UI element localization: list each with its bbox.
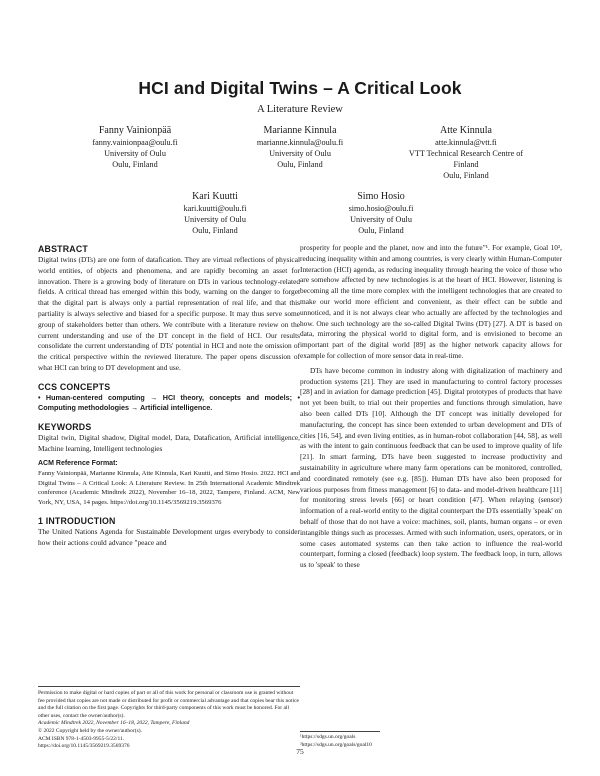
author-block (222, 124, 378, 170)
author-location: Oulu, Finland (443, 171, 489, 180)
author-affiliation: University of Oulu (104, 149, 166, 158)
author-name: Fanny Vainionpää (98, 125, 172, 136)
keywords-heading: KEYWORDS (38, 421, 92, 432)
introduction-text: The United Nations Agenda for Sustainable Development urges everybody to consider how their actions could advance "peace and (38, 526, 300, 547)
copyright-line: © 2022 Copyright held by the owner/author(s). (38, 727, 142, 734)
author-block (386, 124, 546, 181)
author-email: fanny.vainionpaa@oulu.fi (92, 138, 178, 147)
paper-subtitle: A Literature Review (257, 104, 343, 115)
abstract-text: Digital twins (DTs) are one form of datafication. They are virtual reflections of physical world entities, of objects and phenomena, and are rapidly becoming an asset for innovation. There is a growing body of literature on DTs in various technology-related fields. A critical thread has emerged within this body, warning on the danger to forget that the digital part is always only a partial representation of real life, and that this partiality is always selective and biased for a specific purpose. It may thus serve some group of stakeholders better than others. We contribute with a literature review on the current understanding and use of the DT concept in the field of HCI. Our results consolidate the current understanding of DTs' potential in HCI and note the omission of the critical perspective within the reviewed literature. The paper opens discussion of what HCI can bring to DT development and use. (38, 255, 300, 372)
author-name: Atte Kinnula (440, 125, 492, 136)
author-affiliation: University of Oulu (269, 149, 331, 158)
footnote-link[interactable]: ²https://sdgs.un.org/goals/goal10 (300, 742, 372, 748)
ccs-heading: CCS CONCEPTS (38, 381, 111, 392)
author-location: Oulu, Finland (192, 226, 238, 235)
left-column (38, 243, 300, 549)
author-email: kari.kuutti@oulu.fi (183, 204, 247, 213)
permission-text: Permission to make digital or hard copies of part or all of this work for personal or classroom use is granted without fee provided that copies are not made or distributed for profit or commercial advantage and that copies bear this notice and the full citation on the first page. Copyrights for third-party components of this work must be honored. For all other uses, contact the owner/author(s). (38, 690, 300, 719)
author-location: Oulu, Finland (358, 226, 404, 235)
footnote-divider (300, 731, 380, 732)
body-paragraph: prosperity for people and the planet, now and into the future"¹. For example, Goal 10², reducing inequality within and among countries, is very clearly within Human-Computer Interaction (HCI) agenda, as reducing inequality through hearing the voice of those who are somehow affected by new technologies is at the heart of HCI. However, listening is becoming all the time more complex with the intelligent technologies that are created to make our world more efficient and convenient, as their effect can be subtle and unnoticed, and it is not always clear who actually are affected by the technologies and how. One such technology are the so-called Digital Twins (DT) [27]. A DT is based on data, mirroring the physical world to digital form, and is envisioned to become an important part of the digital world [89] as the higher network capacity allows for example for collection of more sensor data in real-time. (300, 243, 562, 360)
abstract-heading: ABSTRACT (38, 244, 88, 254)
body-paragraph: DTs have become common in industry along with digitalization of machinery and production systems [21]. They are used in manufacturing to control factory processes [28] and in aviation for damage prediction [45]. Digital prototypes of products that have not yet been built, to trial out their properties and functions through simulation, have also been called DTs [10]. Although the DT concept was initially developed for manufacturing, the concept has since been extended to urban development and DTs of cities [16, 54], and even living entities, as in human-robot collaboration [44, 58], as well as with the intent to gain continuous feedback that can be used to improve quality of life [21]. In smart farming, DTs have been suggested to increase productivity and sustainability in agriculture where many farm operations can be monitored, controlled, and coordinated remotely (see e.g. [85]). Human DTs have also been proposed for various purposes from fitness management [6] to data- and model-driven healthcare [11] for monitoring stress levels [66] or heart condition [47]. When relaying (sensor) information of a real-world entity to the digital counterpart the DTs essentially 'speak' on behalf of those that do not have a voice: machines, soil, plants, human organs – or even intangible things such as processes. Armed with such information, users, operators, or in some cases automated systems can then take action to influence the real-world counterpart, forming a closed (feedback) loop system. The feedback loop, in turn, allows us to 'speak' to these (300, 365, 562, 570)
ccs-text: • Human-centered computing → HCI theory, concepts and models; • Computing methodologies → Artificial intelligence. (38, 392, 300, 413)
introduction-heading: 1 INTRODUCTION (38, 515, 116, 526)
venue-line: Academic Mindtrek 2022, November 16–18, 2022, Tampere, Finland (38, 720, 190, 727)
permission-divider (38, 686, 300, 687)
page-number: 75 (296, 747, 304, 756)
reference-format-heading: ACM Reference Format: (38, 460, 118, 468)
author-name: Simo Hosio (357, 191, 405, 202)
author-affiliation: University of Oulu (350, 215, 412, 224)
reference-format-text: Fanny Vainionpää, Marianne Kinnula, Atte Kinnula, Kari Kuutti, and Simo Hosio. 2022. HCI and Digital Twins – A Critical Look: A Literature Review. In 25th International Academic Mindtrek conference (Academic Mindtrek 2022), November 16–18, 2022, Tampere, Finland. ACM, New York, NY, USA, 14 pages. https://doi.org/10.1145/3569219.3569376 (38, 470, 300, 506)
author-affiliation-cont: Finland (453, 160, 479, 169)
isbn-line: ACM ISBN 978-1-4503-9955-5/22/11. (38, 735, 125, 742)
author-name: Kari Kuutti (192, 191, 238, 202)
author-name: Marianne Kinnula (263, 125, 337, 136)
author-email: atte.kinnula@vtt.fi (435, 138, 497, 147)
paper-title: HCI and Digital Twins – A Critical Look (138, 78, 462, 98)
author-email: simo.hosio@oulu.fi (348, 204, 414, 213)
footnote-link[interactable]: ¹https://sdgs.un.org/goals (300, 734, 356, 740)
author-location: Oulu, Finland (277, 160, 323, 169)
author-block (60, 124, 210, 170)
doi-link[interactable]: https://doi.org/10.1145/3569219.3569376 (38, 743, 130, 750)
keywords-text: Digital twin, Digital shadow, Digital model, Data, Datafication, Artificial intelligence, Machine learning, Intelligent technologies (38, 432, 300, 453)
permission-block (38, 690, 300, 751)
author-block (306, 190, 456, 236)
author-affiliation: University of Oulu (184, 215, 246, 224)
author-affiliation: VTT Technical Research Centre of (408, 149, 524, 158)
author-email: marianne.kinnula@oulu.fi (256, 138, 344, 147)
author-block (140, 190, 290, 236)
right-column (300, 243, 562, 571)
author-location: Oulu, Finland (112, 160, 158, 169)
